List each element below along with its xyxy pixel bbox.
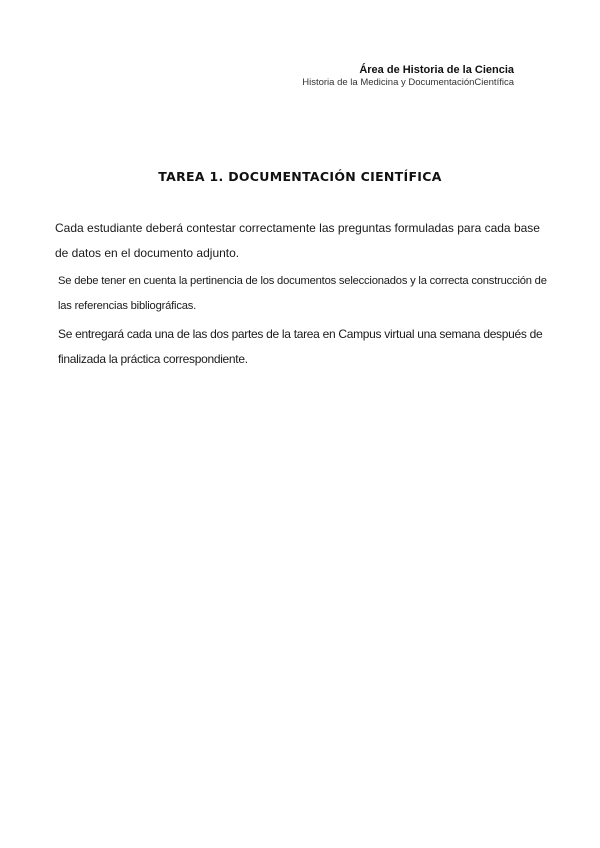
paragraph-instructions: Cada estudiante deberá contestar correctamente las preguntas formuladas para cada base de datos en el documento adjunto. [55, 221, 540, 260]
header-subtitle: Historia de la Medicina y DocumentaciónCientífica [302, 77, 514, 88]
paragraph-submission: Se entregará cada una de las dos partes de la tarea en Campus virtual una semana después de finalizada la práctica correspondiente. [58, 327, 543, 366]
paragraph-pertinence: Se debe tener en cuenta la pertinencia de los documentos seleccionados y la correcta construcción de las referencias bibliográficas. [58, 275, 547, 312]
document-body [55, 216, 550, 375]
document-title: TAREA 1. DOCUMENTACIÓN CIENTÍFICA [158, 169, 442, 184]
page-header [302, 64, 514, 89]
header-title: Área de Historia de la Ciencia [359, 64, 514, 76]
